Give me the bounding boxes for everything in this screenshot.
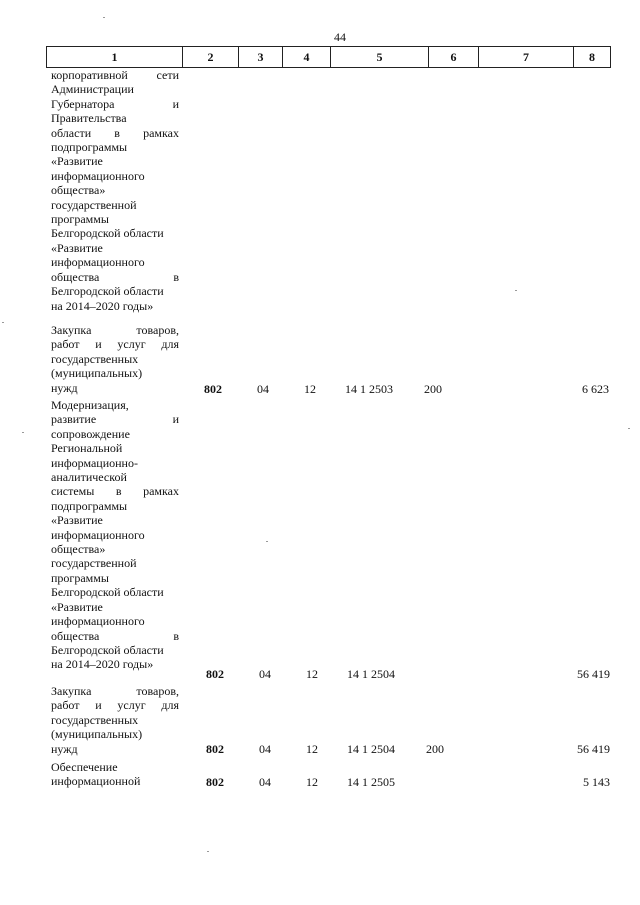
desc-line: информационного [51, 614, 145, 629]
scan-speck [628, 428, 630, 429]
cell-subsection: 12 [306, 775, 318, 789]
column-header-3: 3 [238, 47, 282, 67]
desc-line: информационной [51, 774, 141, 789]
column-header-1: 1 [46, 47, 182, 67]
desc-line: Закупка товаров, [51, 323, 179, 337]
desc-line: нужд [51, 741, 78, 756]
scan-speck [22, 432, 24, 433]
desc-line: Модернизация, [51, 398, 129, 412]
desc-line: программы [51, 570, 109, 585]
table-header-row [46, 46, 611, 68]
desc-line: «Развитие [51, 599, 103, 614]
table-row-description [51, 68, 179, 313]
cell-section: 04 [257, 382, 269, 396]
desc-line: информационного [51, 527, 145, 542]
cell-target: 14 1 2504 [347, 742, 395, 756]
desc-line: общества в [51, 628, 179, 643]
column-header-8: 8 [573, 47, 611, 67]
desc-line: работ и услуг для [51, 698, 179, 713]
desc-line: (муниципальных) [51, 727, 143, 742]
desc-line: Белгородской области [51, 226, 164, 241]
desc-line: Региональной [51, 441, 123, 456]
cell-kind: 200 [426, 742, 444, 756]
table-row-description [51, 398, 179, 672]
desc-line: аналитической [51, 470, 127, 485]
desc-line: «Развитие [51, 513, 103, 528]
desc-line: «Развитие [51, 154, 103, 169]
column-header-4: 4 [282, 47, 330, 67]
desc-line: развитие и [51, 412, 179, 427]
scan-speck [515, 290, 517, 291]
desc-line: Белгородской области [51, 585, 164, 600]
desc-line: Администрации [51, 82, 134, 97]
cell-section: 04 [259, 742, 271, 756]
desc-line: государственных [51, 351, 139, 366]
scan-speck [266, 541, 268, 542]
cell-section: 04 [259, 667, 271, 681]
table-row-description [51, 760, 179, 789]
cell-amount: 56 419 [577, 667, 610, 681]
cell-subsection: 12 [306, 742, 318, 756]
desc-line: информационно- [51, 455, 138, 470]
cell-code: 802 [206, 742, 224, 756]
cell-code: 802 [206, 775, 224, 789]
table-row-description [51, 684, 179, 756]
cell-subsection: 12 [304, 382, 316, 396]
desc-line: информационного [51, 168, 145, 183]
cell-amount: 5 143 [583, 775, 610, 789]
cell-section: 04 [259, 775, 271, 789]
cell-target: 14 1 2505 [347, 775, 395, 789]
desc-line: общества в [51, 269, 179, 284]
desc-line: Белгородской области [51, 284, 164, 299]
desc-line: корпоративной сети [51, 68, 179, 82]
column-header-2: 2 [182, 47, 238, 67]
cell-target: 14 1 2503 [345, 382, 393, 396]
desc-line: работ и услуг для [51, 337, 179, 352]
cell-subsection: 12 [306, 667, 318, 681]
desc-line: информационного [51, 255, 145, 270]
desc-line: государственной [51, 556, 137, 571]
desc-line: Губернатора и [51, 96, 179, 111]
scan-speck [2, 322, 4, 323]
page-number: 44 [334, 30, 346, 44]
desc-line: на 2014–2020 годы» [51, 657, 154, 672]
table-row-description [51, 323, 179, 395]
desc-line: на 2014–2020 годы» [51, 298, 154, 313]
cell-kind: 200 [424, 382, 442, 396]
desc-line: сопровождение [51, 426, 130, 441]
desc-line: Белгородской области [51, 642, 164, 657]
scan-speck [207, 851, 209, 852]
desc-line: подпрограммы [51, 140, 128, 155]
cell-target: 14 1 2504 [347, 667, 395, 681]
desc-line: области в рамках [51, 125, 179, 140]
cell-code: 802 [206, 667, 224, 681]
desc-line: общества» [51, 183, 106, 198]
desc-line: Закупка товаров, [51, 684, 179, 698]
desc-line: (муниципальных) [51, 366, 143, 381]
desc-line: нужд [51, 380, 78, 395]
cell-amount: 56 419 [577, 742, 610, 756]
column-header-6: 6 [428, 47, 478, 67]
cell-amount: 6 623 [582, 382, 609, 396]
desc-line: «Развитие [51, 240, 103, 255]
cell-code: 802 [204, 382, 222, 396]
column-header-7: 7 [478, 47, 573, 67]
desc-line: государственной [51, 197, 137, 212]
desc-line: государственных [51, 712, 139, 727]
column-header-5: 5 [330, 47, 428, 67]
desc-line: общества» [51, 542, 106, 557]
desc-line: подпрограммы [51, 498, 128, 513]
desc-line: Обеспечение [51, 760, 118, 774]
scan-speck [103, 17, 105, 18]
desc-line: Правительства [51, 111, 127, 126]
desc-line: системы в рамках [51, 484, 179, 499]
desc-line: программы [51, 212, 109, 227]
